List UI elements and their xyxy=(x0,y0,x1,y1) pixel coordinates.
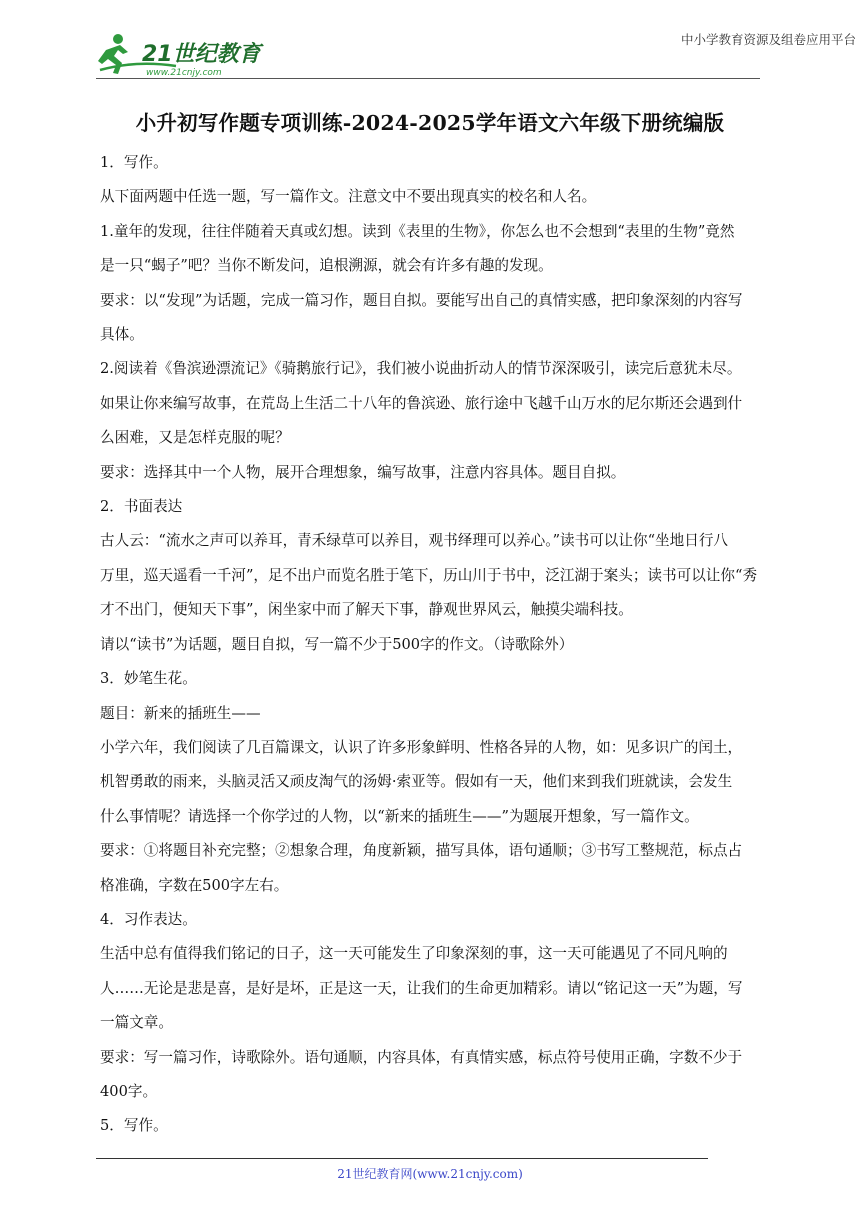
text-line: 要求：选择其中一个人物，展开合理想象，编写故事，注意内容具体。题目自拟。 xyxy=(100,463,626,481)
header-divider xyxy=(96,78,760,79)
text-line: 2．书面表达 xyxy=(100,498,183,516)
text-line: 什么事情呢？请选择一个你学过的人物，以“新来的插班生——”为题展开想象，写一篇作文。 xyxy=(100,807,699,825)
text-line: 小学六年，我们阅读了几百篇课文，认识了许多形象鲜明、性格各异的人物，如：见多识广的闰土， xyxy=(100,738,743,756)
logo-subtext: www.21cnjy.com xyxy=(146,68,222,78)
platform-label: 中小学教育资源及组卷应用平台 xyxy=(680,32,856,47)
logo xyxy=(96,30,266,78)
text-line: 格准确，字数在500字左右。 xyxy=(100,876,289,894)
page-header xyxy=(96,30,760,78)
text-line: 2.阅读着《鲁滨逊漂流记》《骑鹅旅行记》，我们被小说曲折动人的情节深深吸引，读完后意犹未尽。 xyxy=(100,360,742,378)
text-line: 古人云：“流水之声可以养耳，青禾绿草可以养目，观书绎理可以养心。”读书可以让你“坐地日行八 xyxy=(100,532,729,550)
text-line: 人……无论是悲是喜，是好是坏，正是这一天，让我们的生命更加精彩。请以“铭记这一天”为题，写 xyxy=(100,979,743,997)
text-line: 如果让你来编写故事，在荒岛上生活二十八年的鲁滨逊、旅行途中飞越千山万水的尼尔斯还会遇到什 xyxy=(100,394,743,412)
text-line: 题目：新来的插班生—— xyxy=(100,704,261,722)
text-line: 5．写作。 xyxy=(100,1117,168,1135)
text-line: 1.童年的发现，往往伴随着天真或幻想。读到《表里的生物》，你怎么也不会想到“表里的生物”竟然 xyxy=(100,222,735,240)
text-line: 具体。 xyxy=(100,326,144,344)
text-line: 要求：写一篇习作，诗歌除外。语句通顺，内容具体，有真情实感，标点符号使用正确，字数不少于 xyxy=(100,1048,743,1066)
text-line: 从下面两题中任选一题，写一篇作文。注意文中不要出现真实的校名和人名。 xyxy=(100,188,597,206)
text-line: 一篇文章。 xyxy=(100,1014,173,1032)
text-line: 4．习作表达。 xyxy=(100,910,197,928)
text-line: 400字。 xyxy=(100,1082,158,1100)
text-line: 么困难，又是怎样克服的呢？ xyxy=(100,429,290,447)
text-line: 机智勇敢的雨来，头脑灵活又顽皮淘气的汤姆·索亚等。假如有一天，他们来到我们班就读，会发生 xyxy=(100,773,733,791)
logo-text: 21世纪教育 xyxy=(142,42,261,67)
text-line: 请以“读书”为话题，题目自拟，写一篇不少于500字的作文。（诗歌除外） xyxy=(100,635,574,653)
document-body xyxy=(100,146,764,1144)
footer-link[interactable]: 21世纪教育网(www.21cnjy.com) xyxy=(337,1167,523,1181)
text-line: 要求：以“发现”为话题，完成一篇习作，题目自拟。要能写出自己的真情实感，把印象深刻的内容写 xyxy=(100,291,743,309)
document-title: 小升初写作题专项训练-2024-2025学年语文六年级下册统编版 xyxy=(135,111,725,135)
text-line: 才不出门，便知天下事”，闲坐家中而了解天下事，静观世界风云，触摸尖端科技。 xyxy=(100,601,633,619)
text-line: 要求：①将题目补充完整；②想象合理，角度新颖，描写具体，语句通顺；③书写工整规范，标点占 xyxy=(100,842,743,860)
text-line: 万里，巡天遥看一千河”，足不出户而览名胜于笔下，历山川于书中，泛江湖于案头；读书可以让你“秀 xyxy=(100,566,758,584)
text-line: 3．妙笔生花。 xyxy=(100,670,197,688)
text-line: 是一只“蝎子”吧？当你不断发问，追根溯源，就会有许多有趣的发现。 xyxy=(100,257,553,275)
text-line: 1．写作。 xyxy=(100,154,168,171)
text-line: 生活中总有值得我们铭记的日子，这一天可能发生了印象深刻的事，这一天可能遇见了不同凡响的 xyxy=(100,945,728,963)
footer-divider xyxy=(96,1158,708,1159)
